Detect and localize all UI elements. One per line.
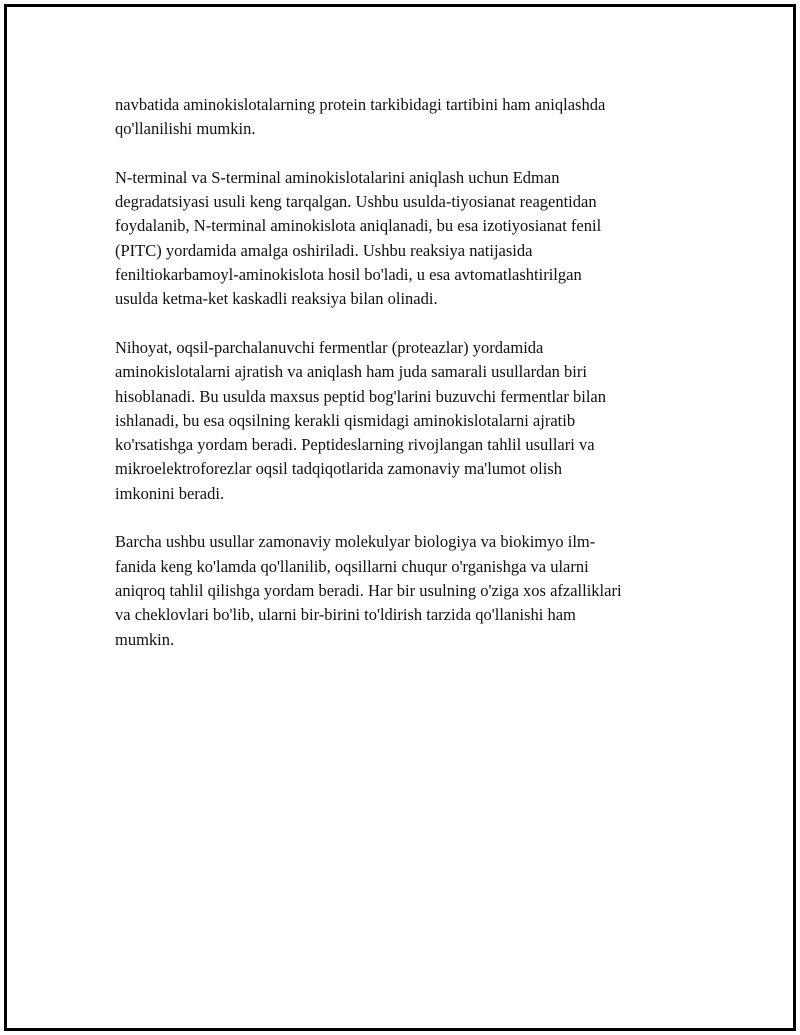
paragraph-edman-degradation: N-terminal va S-terminal aminokislotalarini aniqlash uchun Edman degradatsiyasi usuli keng tarqalgan. Ushbu usulda-tiyosianat reagentidan foydalanib, N-terminal aminokislota aniqlanadi, bu esa izotiyosianat fenil (PITC) yordamida amalga oshiriladi. Ushbu reaksiya natijasida feniltiokarbamoyl-aminokislota hosil bo'ladi, u esa avtomatlashtirilgan usulda ketma-ket kaskadli reaksiya bilan olinadi. <box>115 167 602 309</box>
document-body <box>115 93 695 676</box>
paragraph-proteases: Nihoyat, oqsil-parchalanuvchi fermentlar (proteazlar) yordamida aminokislotalarni ajratish va aniqlash ham juda samarali usullardan biri hisoblanadi. Bu usulda maxsus peptid bog'larini buzuvchi fermentlar bilan ishlanadi, bu esa oqsilning kerakli qismidagi aminokislotalarni ajratib ko'rsatishga yordam beradi. Peptideslarning rivojlangan tahlil usullari va mikroelektroforezlar oqsil tadqiqotlarida zamonaviy ma'lumot olish imkonini beradi. <box>115 337 606 503</box>
paragraph-conclusion: Barcha ushbu usullar zamonaviy molekulyar biologiya va biokimyo ilm- fanida keng ko'lamda qo'llanilib, oqsillarni chuqur o'rganishga va ularni aniqroq tahlil qilishga yordam beradi. Har bir usulning o'ziga xos afzalliklari va cheklovlari bo'lib, ularni bir-birini to'ldirish tarzida qo'llanishi ham mumkin. <box>115 532 622 649</box>
paragraph-continuation: navbatida aminokislotalarning protein tarkibidagi tartibini ham aniqlashda qo'llanilishi mumkin. <box>115 95 606 139</box>
